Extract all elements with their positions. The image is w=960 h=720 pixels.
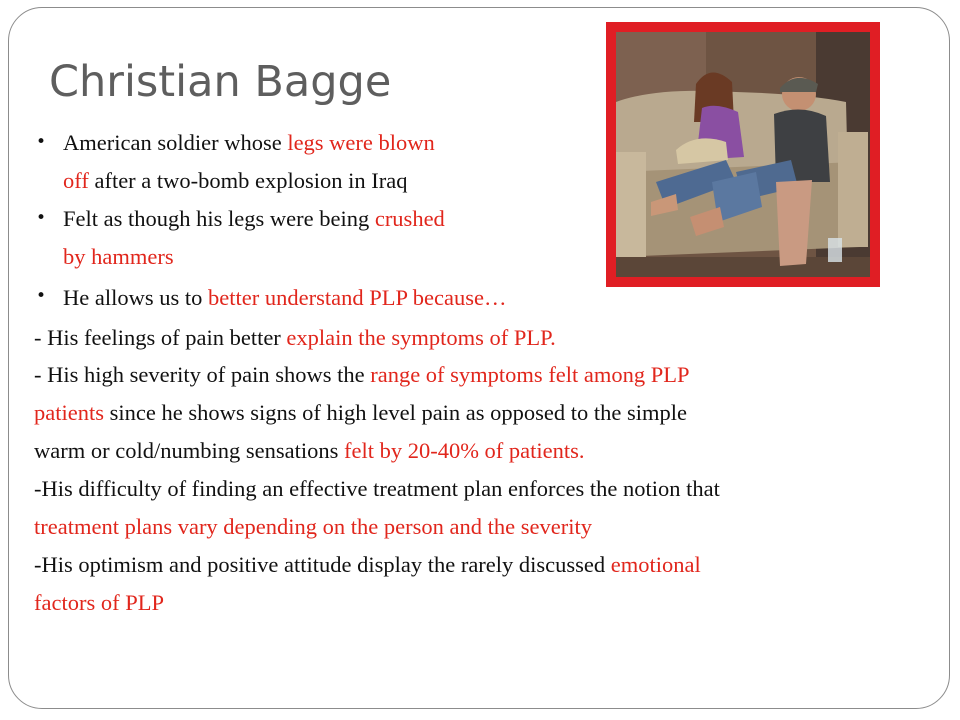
body-text-span: - His high severity of pain shows the	[34, 362, 371, 387]
body-text-span: - His feelings of pain better	[34, 325, 287, 350]
paragraph-line	[34, 474, 720, 504]
paragraph-line	[34, 588, 164, 618]
body-text-span: He allows us to	[63, 285, 208, 310]
paragraph-line	[34, 436, 585, 466]
bullet-marker: •	[36, 286, 47, 306]
bullet-marker: •	[36, 208, 47, 228]
bullet-line	[63, 242, 174, 272]
paragraph-line	[34, 323, 556, 353]
paragraph-line	[34, 360, 690, 390]
slide-title: Christian Bagge	[49, 57, 392, 107]
photo-frame	[606, 22, 880, 287]
highlighted-text: by hammers	[63, 244, 174, 269]
body-text-span: Felt as though his legs were being	[63, 206, 375, 231]
highlighted-text: factors of PLP	[34, 590, 164, 615]
body-text-span: warm or cold/numbing sensations	[34, 438, 344, 463]
highlighted-text: off	[63, 168, 89, 193]
bullet-marker: •	[36, 132, 47, 152]
body-text-span: after a two-bomb explosion in Iraq	[88, 168, 408, 193]
highlighted-text: felt by 20-40% of patients.	[343, 438, 585, 463]
highlighted-text: legs were blown	[287, 130, 435, 155]
photo-soldier-on-couch-image	[616, 32, 870, 277]
body-text-span: -His optimism and positive attitude display the rarely discussed	[34, 552, 611, 577]
highlighted-text: crushed	[374, 206, 445, 231]
paragraph-line	[34, 398, 687, 428]
bullet-line	[63, 166, 408, 196]
highlighted-text: treatment plans vary depending on the person and the severity	[34, 514, 592, 539]
body-text-span: since he shows signs of high level pain as opposed to the simple	[103, 400, 688, 425]
body-text-span: American soldier whose	[63, 130, 288, 155]
bullet-line	[63, 283, 506, 313]
bullet-line	[63, 128, 435, 158]
highlighted-text: emotional	[610, 552, 701, 577]
highlighted-text: explain the symptoms of PLP.	[286, 325, 556, 350]
body-text-span: -His difficulty of finding an effective treatment plan enforces the notion that	[34, 476, 720, 501]
paragraph-line	[34, 550, 701, 580]
highlighted-text: patients	[34, 400, 104, 425]
highlighted-text: better understand PLP because…	[208, 285, 507, 310]
paragraph-line	[34, 512, 592, 542]
bullet-line	[63, 204, 445, 234]
highlighted-text: range of symptoms felt among PLP	[370, 362, 690, 387]
